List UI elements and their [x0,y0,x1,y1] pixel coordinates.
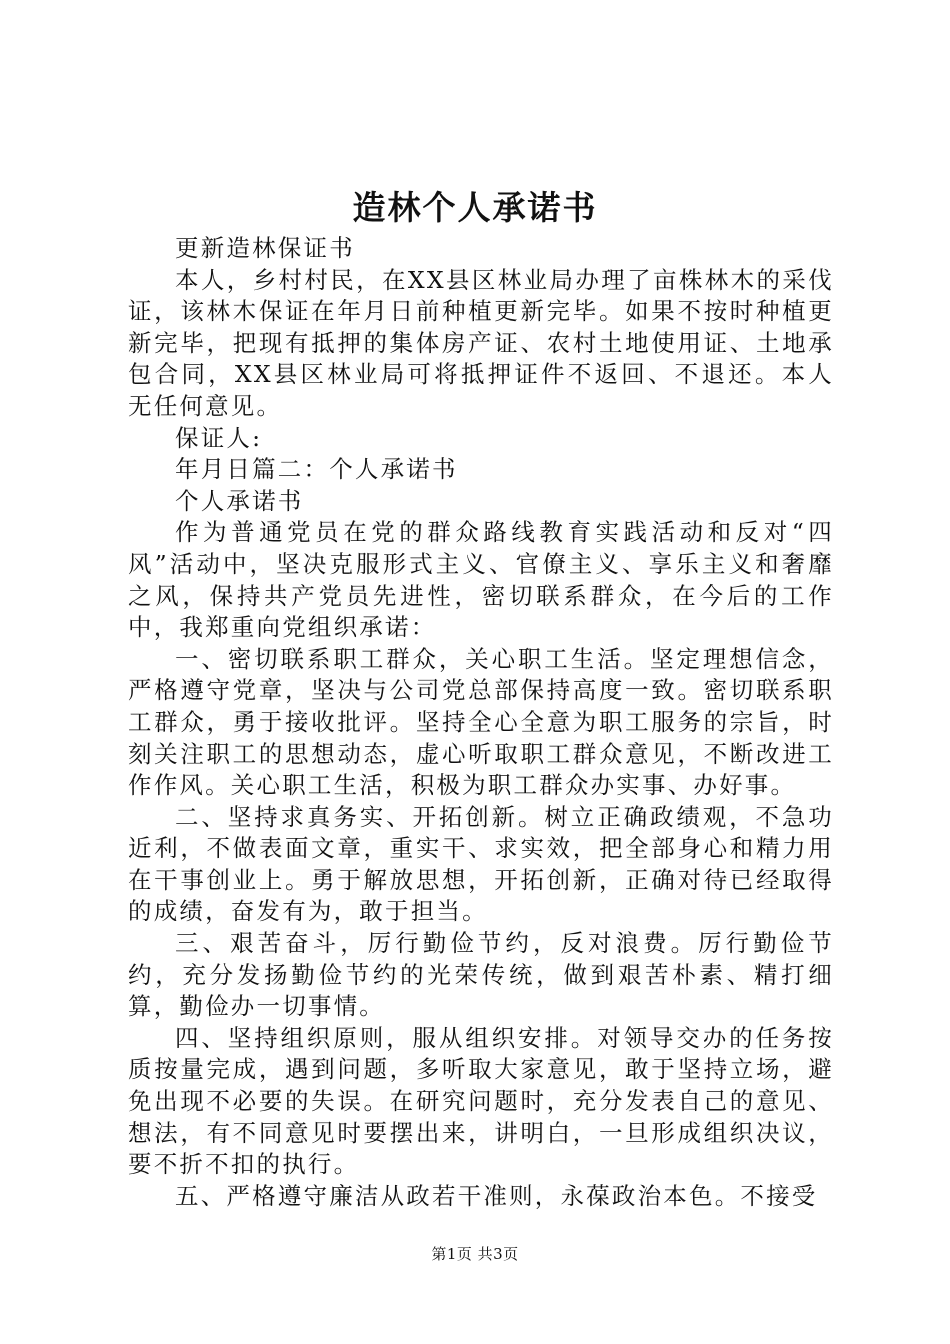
paragraph-commitment-4: 四、坚持组织原则，服从组织安排。对领导交办的任务按质按量完成，遇到问题，多听取大家意见，敢于坚持立场，避免出现不必要的失误。在研究问题时，充分发表自己的意见、想法，有不同意见时要摆出来，讲明白，一旦形成组织决议，要不折不扣的执行。 [128,1023,834,1179]
paragraph-commitment-2: 二、坚持求真务实、开拓创新。树立正确政绩观，不急功近利，不做表面文章，重实干、求实效，把全部身心和精力用在干事创业上。勇于解放思想，开拓创新，正确对待已经取得的成绩，奋发有为，敢于担当。 [128,802,834,926]
paragraph-heading-personal-commitment: 个人承诺书 [175,486,304,515]
document-title: 造林个人承诺书 [352,188,598,227]
paragraph-commitment-3: 三、艰苦奋斗，厉行勤俭节约，反对浪费。厉行勤俭节约，充分发扬勤俭节约的光荣传统，做到艰苦朴素、精打细算，勤俭办一切事情。 [128,929,834,1021]
paragraph-commitment-5: 五、严格遵守廉洁从政若干准则，永葆政治本色。不接受 [175,1181,818,1210]
paragraph-guarantor: 保证人: [175,423,263,452]
document-body [128,233,834,1212]
paragraph-date-part-two: 年月日篇二：个人承诺书 [175,455,458,484]
paragraph-commitment-1: 一、密切联系职工群众，关心职工生活。坚定理想信念，严格遵守党章，坚决与公司党总部保持高度一致。密切联系职工群众，勇于接收批评。坚持全心全意为职工服务的宗旨，时刻关注职工的思想动态，虚心听取职工群众意见，不断改进工作作风。关心职工生活，积极为职工群众办实事、办好事。 [128,644,834,800]
page-footer: 第1页 共3页 [431,1245,519,1263]
paragraph-guarantee-body: 本人，乡村村民，在XX县区林业局办理了亩株林木的采伐证，该林木保证在年月日前种植更新完毕。如果不按时种植更新完毕，把现有抵押的集体房产证、农村土地使用证、土地承包合同，XX县区林业局可将抵押证件不返回、不退还。本人无任何意见。 [128,265,834,420]
paragraph-commitment-intro: 作为普通党员在党的群众路线教育实践活动和反对“四风”活动中，坚决克服形式主义、官僚主义、享乐主义和奢靡之风，保持共产党员先进性，密切联系群众，在今后的工作中，我郑重向党组织承诺： [128,518,834,642]
paragraph-heading-renewal-guarantee: 更新造林保证书 [175,234,355,262]
